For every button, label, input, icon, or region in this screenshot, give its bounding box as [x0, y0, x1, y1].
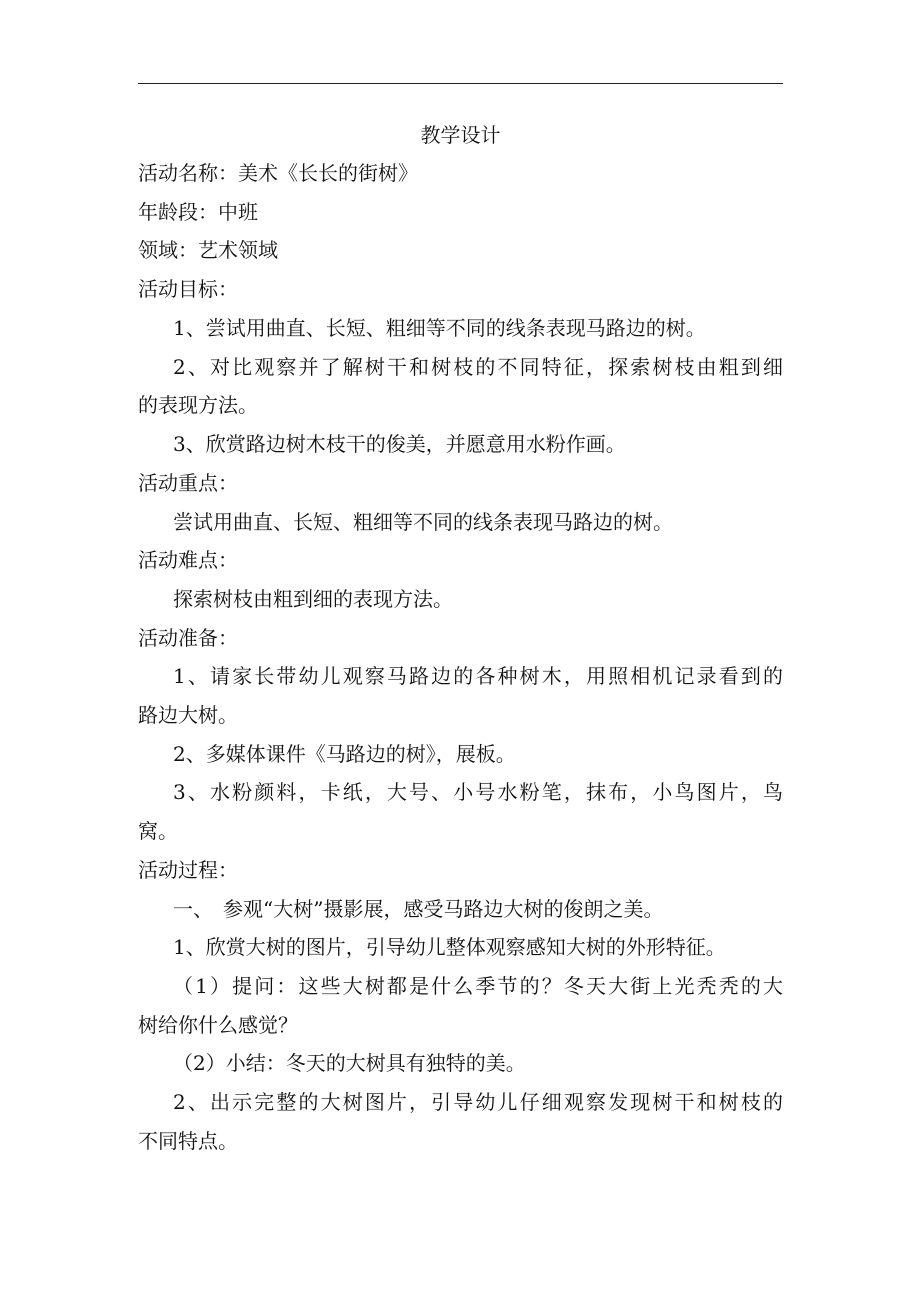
header-rule [138, 83, 783, 84]
step-1: 一、 参观“大树”摄影展，感受马路边大树的俊朗之美。 [173, 897, 664, 921]
goal-2-line-1: 2、对比观察并了解树干和树枝的不同特征，探索树枝由粗到细 [173, 355, 783, 379]
difficulty-text: 探索树枝由粗到细的表现方法。 [173, 587, 453, 611]
key-heading: 活动重点： [138, 471, 238, 495]
process-heading: 活动过程： [138, 858, 238, 882]
age-group: 年龄段：中班 [138, 200, 258, 224]
key-text: 尝试用曲直、长短、粗细等不同的线条表现马路边的树。 [173, 510, 673, 534]
domain-line: 领域：艺术领域 [138, 238, 278, 262]
difficulty-heading: 活动难点： [138, 548, 238, 572]
goal-2-line-2: 的表现方法。 [138, 393, 258, 417]
prep-3-line-2: 窝。 [138, 819, 178, 843]
step-1-1: 1、欣赏大树的图片，引导幼儿整体观察感知大树的外形特征。 [173, 935, 726, 959]
activity-name: 活动名称：美术《长长的街树》 [138, 161, 418, 185]
prep-heading: 活动准备： [138, 626, 238, 650]
document-title: 教学设计 [420, 123, 501, 147]
goals-heading: 活动目标： [138, 277, 238, 301]
prep-2: 2、多媒体课件《马路边的树》，展板。 [173, 742, 516, 766]
goal-3: 3、欣赏路边树木枝干的俊美，并愿意用水粉作画。 [173, 432, 626, 456]
prep-1-line-1: 1、请家长带幼儿观察马路边的各种树木，用照相机记录看到的 [173, 664, 783, 688]
step-1-2-line-2: 不同特点。 [138, 1129, 238, 1153]
summary-2: （2）小结：冬天的大树具有独特的美。 [173, 1051, 526, 1075]
prep-3-line-1: 3、水粉颜料，卡纸，大号、小号水粉笔，抹布，小鸟图片，鸟 [173, 780, 783, 804]
goal-1: 1、尝试用曲直、长短、粗细等不同的线条表现马路边的树。 [173, 316, 706, 340]
step-1-2-line-1: 2、出示完整的大树图片，引导幼儿仔细观察发现树干和树枝的 [173, 1090, 783, 1114]
question-1-line-1: （1）提问：这些大树都是什么季节的？冬天大街上光秃秃的大 [173, 974, 783, 998]
prep-1-line-2: 路边大树。 [138, 703, 238, 727]
question-1-line-2: 树给你什么感觉？ [138, 1013, 298, 1037]
